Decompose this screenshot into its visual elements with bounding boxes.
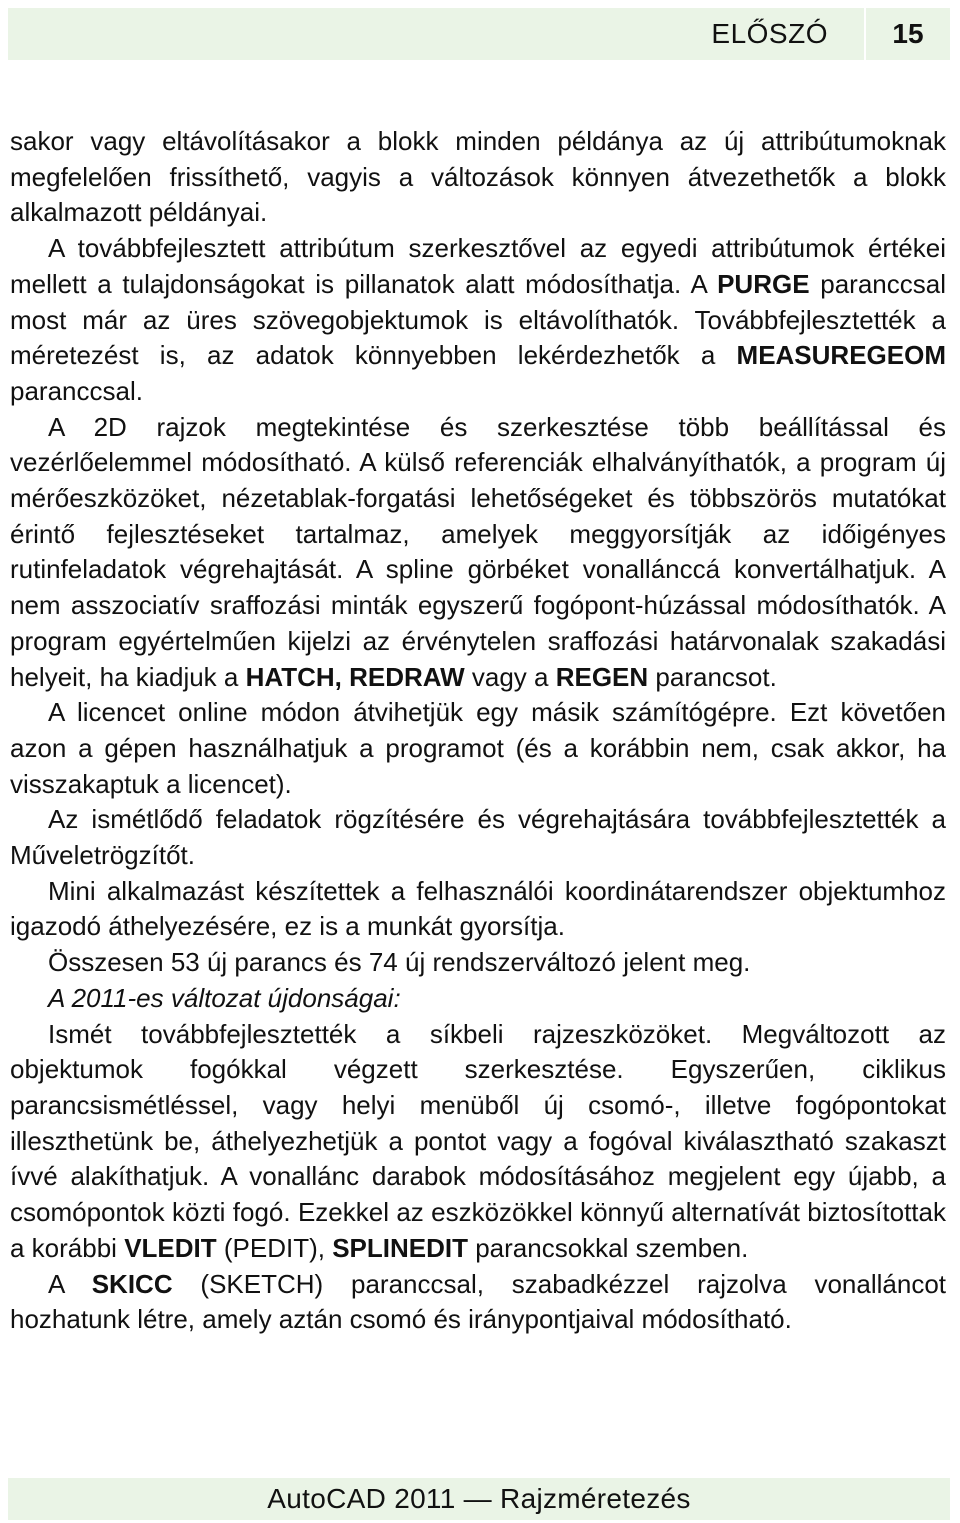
section-heading-2011: A 2011-es változat újdonságai:	[48, 982, 401, 1013]
text-span: paranccsal most már az üres szövegobjektumok is eltávolíthatók. Továbbfejlesztették a méretezést is, az adatok könnyebben lekérdezhetők a	[10, 268, 946, 371]
command-regen: REGEN	[555, 661, 649, 692]
page-header	[8, 8, 950, 60]
command-purge: PURGE	[717, 268, 810, 299]
command-measuregeom: MEASUREGEOM	[736, 340, 946, 371]
text-span: (PEDIT),	[216, 1232, 333, 1263]
command-splinedit: SPLINEDIT	[332, 1232, 468, 1263]
chapter-title: ELŐSZÓ	[711, 18, 828, 49]
text-span: A	[48, 1268, 92, 1299]
command-hatch-redraw: HATCH, REDRAW	[245, 661, 465, 692]
text-span: vagy a	[464, 661, 556, 692]
text-span: Ismét továbbfejlesztették a síkbeli rajzeszközöket. Megváltozott az objektumok fogókkal végzett szerkesztése. Egyszerűen, ciklikus parancsismétléssel, vagy helyi menüből új csomó-, illetve fogópontokat illeszthetünk be, áthelyezhetjük a pontot vagy a fogóval kiválasztható szakaszt ívvé alakíthatjuk. A vonallánc darabok módosításához megjelent egy újabb, a csomópontok közti fogó. Ezekkel az eszközökkel könnyű alternatívát biztosítottak a korábbi	[10, 1018, 946, 1263]
text-span: (SKETCH) paranccsal, szabadkézzel rajzolva vonalláncot hozhatunk létre, amely aztán csomó és iránypontjaival módosítható.	[10, 1268, 947, 1335]
text-span: A 2D rajzok megtekintése és szerkesztése több beállítással és vezérlőelemmel módosítható. A külső referenciák elhalványíthatók, a program új mérőeszközöket, nézetablak-forgatási lehetőségeket és többszörös mutatókat érintő fejlesztéseket tartalmaz, amelyek meggyorsítják az időigényes rutinfeladatok végrehajtását. A spline görbéket vonallánccá konvertálhatjuk. A nem asszociatív sraffozási minták egyszerű fogópont-húzással módosíthatók. A program egyértelműen kijelzi az érvénytelen sraffozási határvonalak szakadási helyeit, ha kiadjuk a	[10, 411, 946, 692]
body-text	[10, 124, 946, 1338]
paragraph-4: A licencet online módon átvihetjük egy másik számítógépre. Ezt követően azon a gépen használhatjuk a programot (és a korábbin nem, csak akkor, ha visszakaptuk a licencet).	[10, 697, 946, 799]
paragraph-10	[10, 1267, 946, 1338]
text-span: A továbbfejlesztett attribútum szerkesztővel az egyedi attribútumok értékei mellett a tulajdonságokat is pillanatok alatt módosíthatja. A	[10, 233, 946, 299]
command-vledit: VLEDIT	[124, 1232, 217, 1263]
paragraph-3	[10, 410, 946, 696]
paragraph-5: Az ismétlődő feladatok rögzítésére és végrehajtására továbbfejlesztették a Műveletrögzítőt.	[10, 804, 946, 871]
paragraph-2	[10, 231, 946, 410]
text-span: paranccsal.	[10, 375, 143, 406]
command-skicc: SKICC	[91, 1268, 173, 1299]
paragraph-1: sakor vagy eltávolításakor a blokk minden példánya az új attribútumoknak megfelelően frissíthető, vagyis a változások könnyen átvezethetők a blokk alkalmazott példányai.	[10, 126, 946, 228]
page-number: 15	[892, 18, 924, 49]
page-footer: AutoCAD 2011 — Rajzméretezés	[8, 1478, 950, 1520]
paragraph-7: Összesen 53 új parancs és 74 új rendszerváltozó jelent meg.	[48, 947, 751, 978]
text-span: parancsokkal szemben.	[468, 1232, 749, 1263]
paragraph-9	[10, 1017, 946, 1267]
paragraph-6: Mini alkalmazást készítettek a felhasználói koordinátarendszer objektumhoz igazodó áthelyezésére, ez is a munkát gyorsítja.	[10, 875, 946, 942]
text-span: parancsot.	[648, 661, 777, 692]
